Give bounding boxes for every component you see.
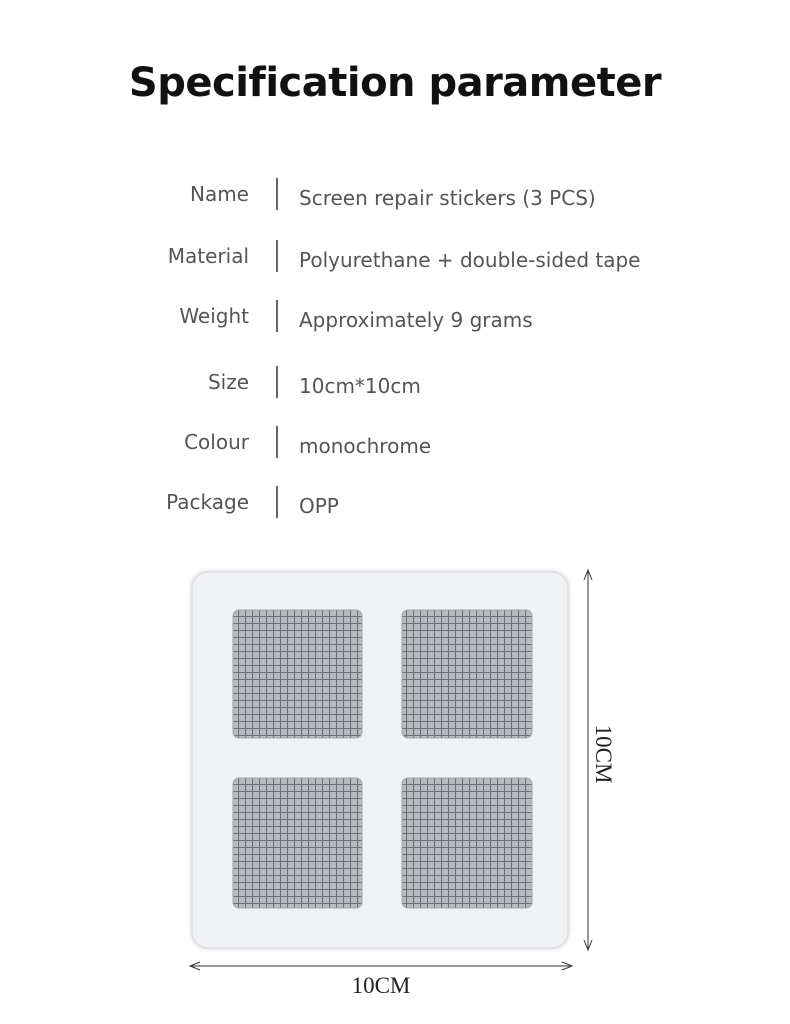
spec-label: Package [166,490,249,514]
mesh-window-bottom-left [233,778,362,908]
mesh-window-top-left [233,610,362,738]
spec-label: Material [167,244,249,268]
width-dimension-label: 10CM [351,973,411,998]
page-title: Specification parameter [128,60,662,106]
spec-value: Polyurethane + double-sided tape [299,248,641,272]
height-dimension-label: 10CM [591,724,616,784]
spec-row-weight [0,298,790,338]
spec-label: Colour [184,430,249,454]
spec-divider [276,366,278,398]
spec-value: Approximately 9 grams [299,308,533,332]
spec-label: Weight [179,304,249,328]
spec-value: OPP [299,494,339,518]
spec-divider [276,240,278,272]
screen-repair-sticker-illustration [0,560,790,1020]
spec-divider [276,300,278,332]
spec-value: monochrome [299,434,432,458]
spec-row-name [0,176,790,216]
spec-divider [276,486,278,518]
spec-row-colour [0,424,790,464]
spec-value: 10cm*10cm [299,374,421,398]
mesh-window-bottom-right [402,778,532,908]
spec-row-package [0,484,790,524]
spec-row-material [0,238,790,278]
mesh-window-top-right [402,610,532,738]
spec-divider [276,178,278,210]
spec-label: Name [189,182,249,206]
spec-value: Screen repair stickers (3 PCS) [299,186,596,210]
product-figure [0,560,790,1020]
spec-divider [276,426,278,458]
spec-row-size [0,364,790,404]
spec-label: Size [207,370,249,394]
